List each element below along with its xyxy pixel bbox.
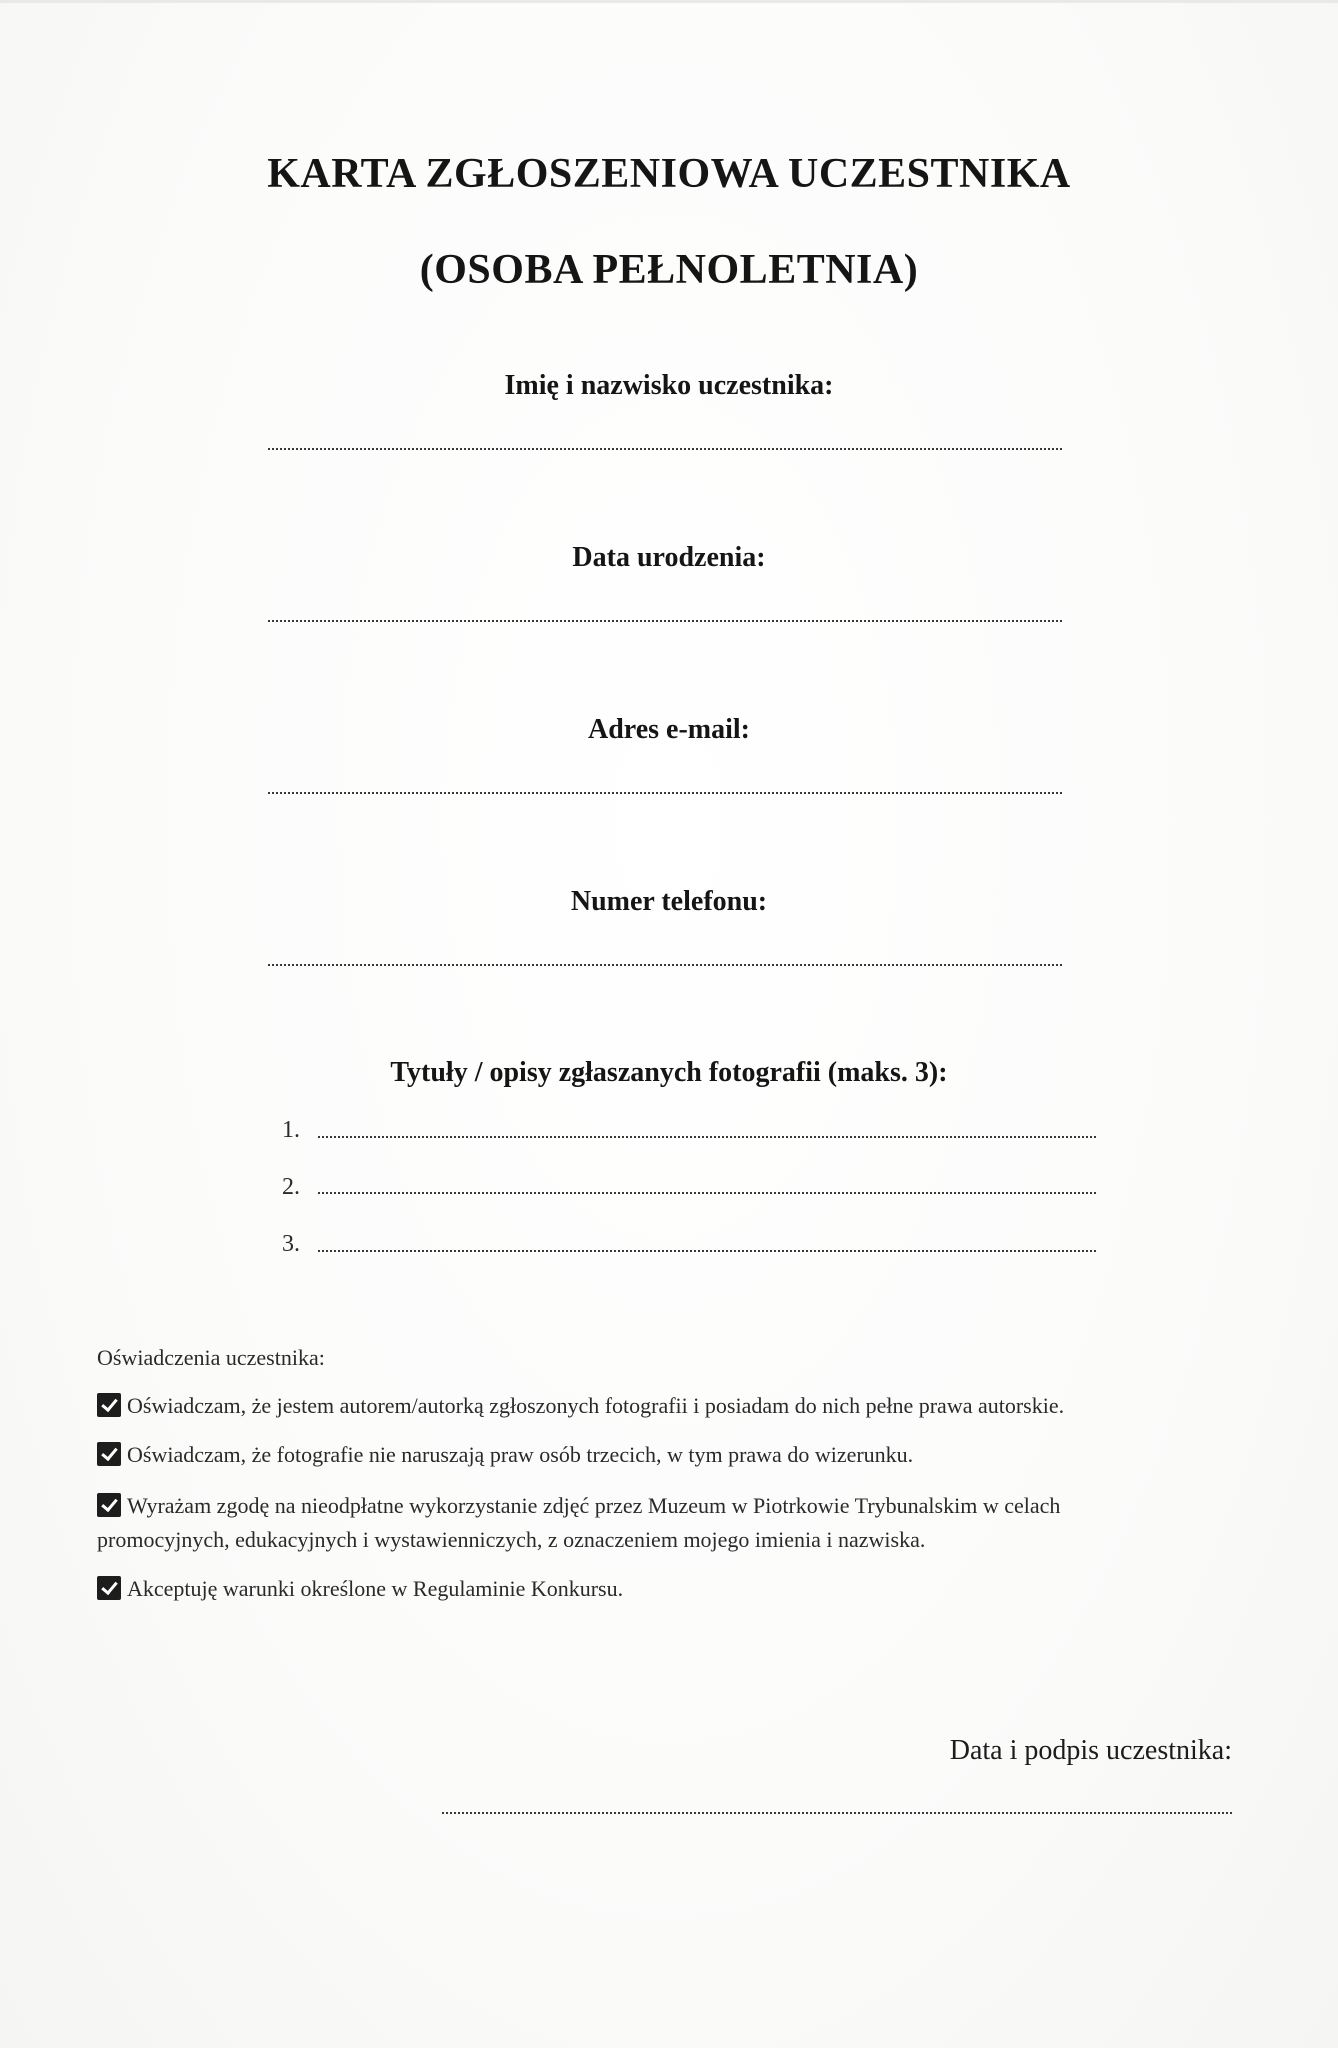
declaration-item-1 bbox=[97, 1389, 1197, 1423]
signature-line[interactable] bbox=[442, 1812, 1232, 1814]
name-label: Imię i nazwisko uczestnika: bbox=[504, 370, 834, 401]
checkbox-checked-icon[interactable] bbox=[97, 1493, 121, 1517]
phone-label: Numer telefonu: bbox=[570, 886, 768, 917]
email-label: Adres e-mail: bbox=[588, 714, 750, 745]
form-title: KARTA ZGŁOSZENIOWA UCZESTNIKA bbox=[267, 151, 1071, 197]
birthdate-label: Data urodzenia: bbox=[572, 542, 766, 573]
checkbox-checked-icon[interactable] bbox=[97, 1442, 121, 1466]
paper-edge bbox=[0, 0, 1338, 3]
phone-field-line[interactable] bbox=[268, 964, 1062, 966]
photo-number-3: 3. bbox=[282, 1231, 300, 1257]
declaration-text-2: Oświadczam, że fotografie nie naruszają praw osób trzecich, w tym prawa do wizerunku. bbox=[127, 1442, 914, 1467]
checkbox-checked-icon[interactable] bbox=[97, 1393, 121, 1417]
photo-title-line-3[interactable] bbox=[318, 1250, 1096, 1252]
signature-label: Data i podpis uczestnika: bbox=[949, 1735, 1232, 1766]
declaration-text-4: Akceptuję warunki określone w Regulaminie Konkursu. bbox=[127, 1576, 624, 1601]
name-field-line[interactable] bbox=[268, 448, 1062, 450]
declaration-text-3: Wyrażam zgodę na nieodpłatne wykorzystanie zdjęć przez Muzeum w Piotrkowie Trybunalskim w celach promocyjnych, edukacyjnych i wystawienniczych, z oznaczeniem mojego imienia i nazwiska. bbox=[97, 1493, 1061, 1552]
declaration-text-1: Oświadczam, że jestem autorem/autorką zgłoszonych fotografii i posiadam do nich pełne prawa autorskie. bbox=[127, 1393, 1065, 1418]
declarations-heading: Oświadczenia uczestnika: bbox=[97, 1345, 325, 1370]
declaration-item-2 bbox=[97, 1438, 1197, 1472]
declaration-item-4 bbox=[97, 1572, 1197, 1606]
checkbox-checked-icon[interactable] bbox=[97, 1576, 121, 1600]
birthdate-field-line[interactable] bbox=[268, 620, 1062, 622]
photo-number-1: 1. bbox=[282, 1117, 300, 1143]
photo-title-line-2[interactable] bbox=[318, 1192, 1096, 1194]
photo-number-2: 2. bbox=[282, 1174, 300, 1200]
photos-heading: Tytuły / opisy zgłaszanych fotografii (maks. 3): bbox=[390, 1057, 948, 1088]
declaration-item-3 bbox=[97, 1489, 1157, 1557]
form-subtitle: (OSOBA PEŁNOLETNIA) bbox=[419, 247, 919, 293]
email-field-line[interactable] bbox=[268, 792, 1062, 794]
photo-title-line-1[interactable] bbox=[318, 1136, 1096, 1138]
